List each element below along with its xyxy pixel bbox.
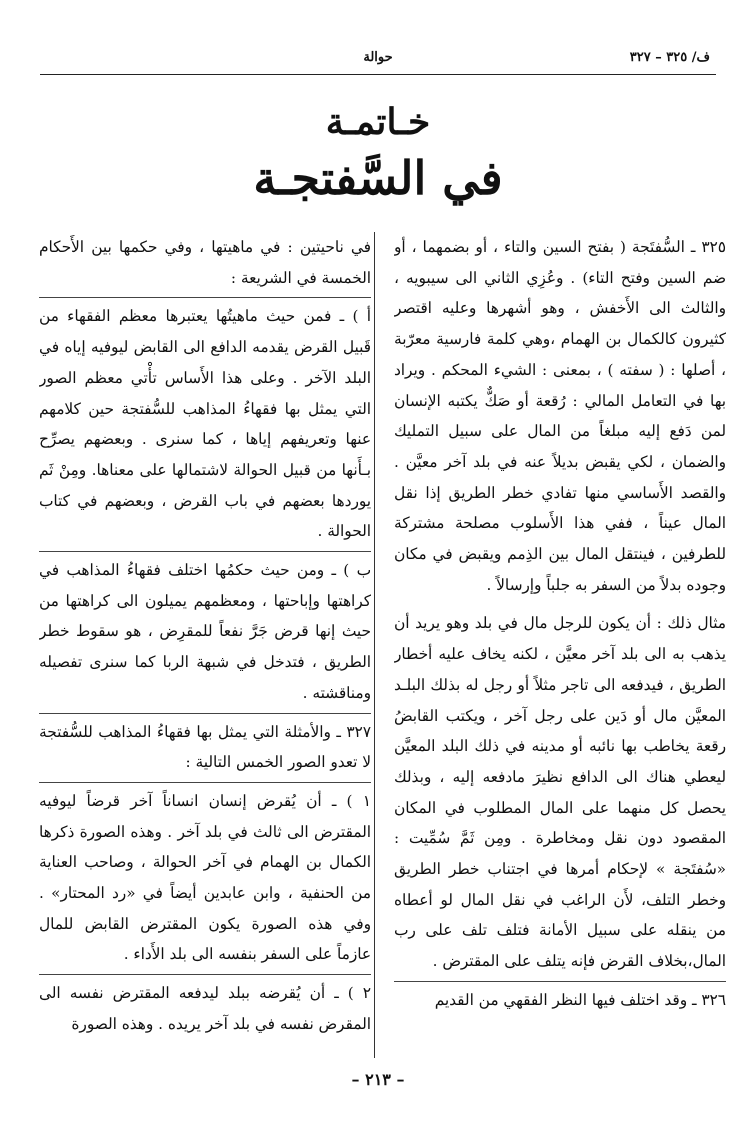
paragraph-326: ٣٢٦ ـ وقد اختلف فيها النظر الفقهي من القديم [434,990,726,1009]
header-reference: ف/ ٣٢٥ – ٣٢٧ [629,50,710,65]
paragraph-325: ٣٢٥ ـ السُّفتَجة ( بفتح السين والتاء ، أو بضمهما ، أو ضم السين وفتح التاء) . وعُزِي الثاني الى سيبويه ، والثالث الى الأَخفش ، وهو أشهرها وعليه اقتصر كثيرون كالكمال بن الهمام ،وهي كلمة فارسية معرّبة ، أصلها : ( سفته ) ، بمعنى : الشيء المحكم . ويراد بها في التعامل المالي : رُقعة أو صَكٌّ يكتبه الإنسان لمن دَفع إليه مبلغاً من المال على سبيل التمليك والضمان ، لكي يقبض بديلاً عنه في بلد آخر معيَّن . والقصد الأَساسي منها تفادي خطر الطريق إذا نقل المال عيناً ، ففي هذا الأَسلوب مصلحة مشتركة للطرفين ، فينتقل المال بين الذِمم ويقبض في مكان وجوده بدلاً من السفر به جلباً وإرسالاً . [394,238,726,594]
paragraph-rule [39,713,371,714]
paragraph-327: ٣٢٧ ـ والأمثلة التي يمثل بها فقهاءُ المذاهب للسُّفتجة لا تعدو الصور الخمس التالية : [39,722,371,772]
paragraph-rule [39,782,371,783]
running-header [40,50,716,74]
paragraph-form-1: ١ ) ـ أن يُقرض إنسان انساناً آخر قرضاً ليوفيه المقترض الى ثالث في بلد آخر . وهذه الصورة ذكرها الكمال بن الهمام في آخر الحوالة ، وصاحب العناية من الحنفية ، وابن عابدين أيضاً في «رد المحتار» . وفي هذه الصورة يكون المقترض القابض للمال عازماً على السفر بنفسه الى بلد الأَداء . [39,791,371,964]
paragraph-a: أ ) ـ فمن حيث ماهيتُها يعتبرها معظم الفقهاء من قَبيل القرض يقدمه الدافع الى القابض ليوفيه إياه في البلد الآخر . وعلى هذا الأَساس تأْتي معظم الصور التي يمثل بها فقهاءُ المذاهب للسُّفتجة حين كلامهم عنها وتعريفهم إياها ، كما سنرى . وبعضهم يصرِّح بـأَنها من قبيل الحوالة لاشتمالها على معناها. ومِنْ ثَم يوردها بعضهم في باب القرض ، وبعضهم في كتاب الحوالة . [39,307,371,541]
page-number: – ٢١٣ – [351,1070,405,1089]
paragraph-rule [394,981,726,982]
right-column [394,232,726,1064]
chapter-subtitle: في السَّفتجـة [253,151,503,205]
paragraph-b: ب ) ـ ومن حيث حكمُها اختلف فقهاءُ المذاهب في كراهتها وإباحتها ، ومعظمهم يميلون الى كراهتها من حيث إنها قرض جَرَّ نفعاً للمقرِض ، هو سقوط خطر الطريق ، فتدخل في شبهة الربا كما سنرى تفصيله ومناقشته . [39,561,371,702]
paragraph-example: مثال ذلك : أن يكون للرجل مال في بلد وهو يريد أن يذهب به الى بلد آخر معيَّن ، لكنه يخاف عليه أخطار الطريق ، فيدفعه الى تاجر مثلاً أو رجل له بذلك البلـد المعيَّن مال أو دَين على رجل آخر ، ويكتب القابضُ رقعة يخاطب بها نائبه أو مدينه في ذلك البلد المعيَّن ليعطي هناك الى الدافع نظيرَ مادفعه إليه ، وبذلك يحصل كل منهما على المال المطلوب في المكان المقصود دون نقل ومخاطرة . ومِن ثَمَّ سُمِّيت : «سُفتَجة » لإحكام أمرها في اجتناب خطر الطريق وخطر التلف، لأَن الراغب في نقل المال لو أعطاه من ينقله على سبيل الأمانة فتلف تلف على رب المال،بخلاف القرض فإنه يتلف على المقترض . [394,614,726,971]
paragraph-rule [39,297,371,298]
chapter-title: خـاتمـة [325,101,431,143]
paragraph-rule [39,551,371,552]
paragraph-intro: في ناحيتين : في ماهيتها ، وفي حكمها بين الأَحكام الخمسة في الشريعة : [39,238,371,287]
header-title: حوالة [363,50,393,65]
header-rule [40,74,716,75]
column-divider [374,232,375,1058]
paragraph-rule [39,974,371,975]
paragraph-form-2: ٢ ) ـ أن يُقرضه ببلد ليدفعه المقترض نفسه الى المقرض نفسه في بلد آخر يريده . وهذه الصورة [39,984,371,1033]
left-column [39,232,371,1064]
